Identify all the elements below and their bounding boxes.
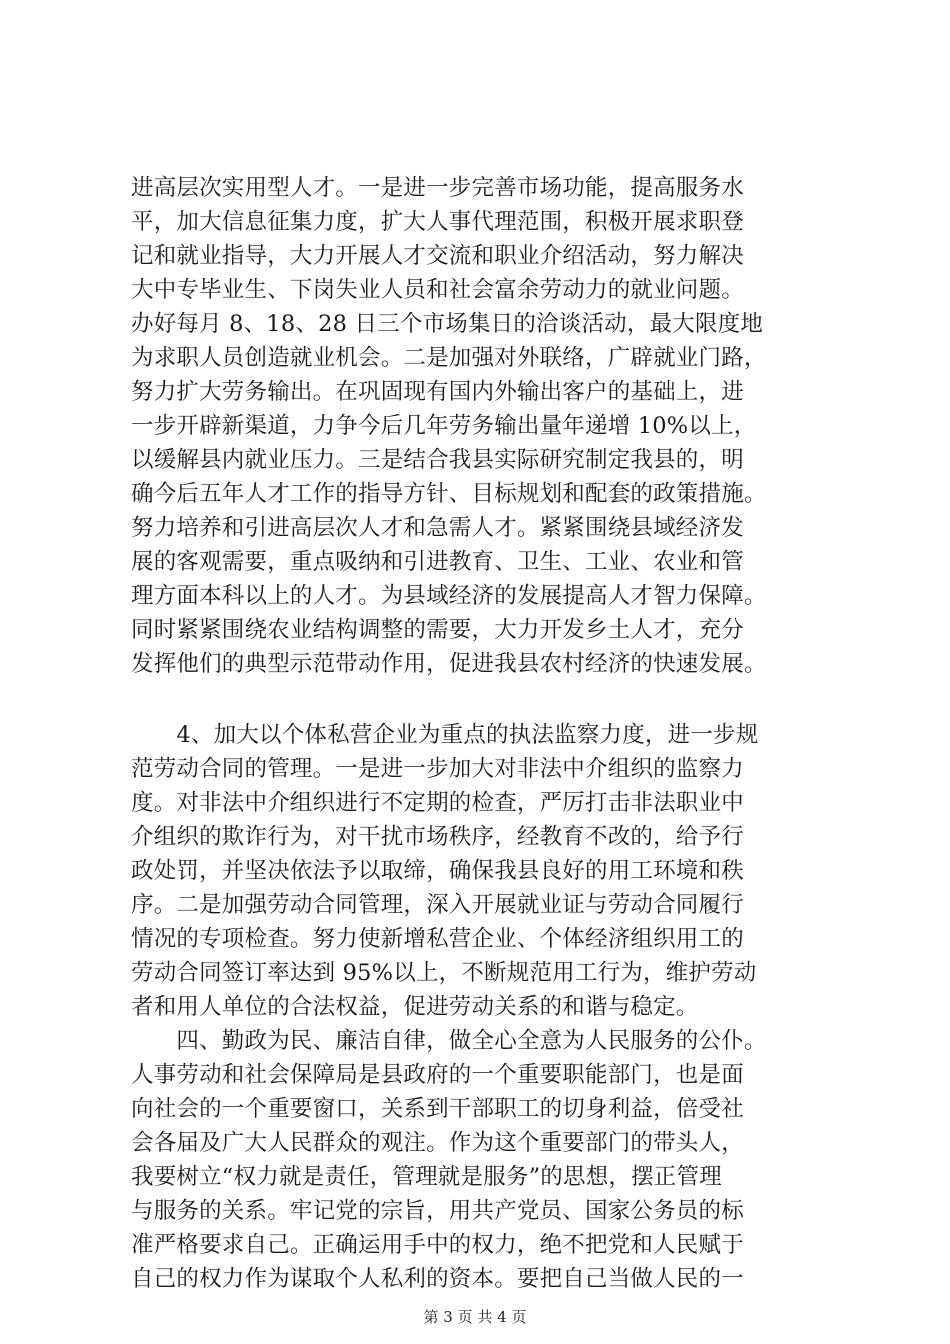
text-line: 以缓解县内就业压力。三是结合我县实际研究制定我县的，明 <box>131 447 744 473</box>
text-line: 努力扩大劳务输出。在巩固现有国内外输出客户的基础上，进 <box>131 379 744 405</box>
text-line: 努力培养和引进高层次人才和急需人才。紧紧围绕县域经济发 <box>131 515 744 541</box>
text-line: 序。二是加强劳动合同管理，深入开展就业证与劳动合同履行 <box>131 892 744 918</box>
text-line: 4、加大以个体私营企业为重点的执法监察力度，进一步规 <box>131 722 759 748</box>
text-line: 介组织的欺诈行为，对干扰市场秩序，经教育不改的，给予行 <box>131 824 744 850</box>
text-line: 大中专毕业生、下岗失业人员和社会富余劳动力的就业问题。 <box>131 277 744 303</box>
text-line: 会各届及广大人民群众的观注。作为这个重要部门的带头人， <box>131 1130 744 1156</box>
text-line: 情况的专项检查。努力使新增私营企业、个体经济组织用工的 <box>131 926 744 952</box>
text-line: 进高层次实用型人才。一是进一步完善市场功能，提高服务水 <box>131 175 744 201</box>
text-line: 发挥他们的典型示范带动作用，促进我县农村经济的快速发展。 <box>131 651 767 677</box>
text-line: 人事劳动和社会保障局是县政府的一个重要职能部门，也是面 <box>131 1062 744 1088</box>
text-line: 劳动合同签订率达到 95%以上，不断规范用工行为，维护劳动 <box>131 960 757 986</box>
text-line: 办好每月 8、18、28 日三个市场集日的洽谈活动，最大限度地 <box>131 311 764 337</box>
text-line: 展的客观需要，重点吸纳和引进教育、卫生、工业、农业和管 <box>131 549 744 575</box>
text-line: 者和用人单位的合法权益，促进劳动关系的和谐与稳定。 <box>131 994 699 1020</box>
text-line: 为求职人员创造就业机会。二是加强对外联络，广辟就业门路， <box>131 345 767 371</box>
text-line: 自己的权力作为谋取个人私利的资本。要把自己当做人民的一 <box>131 1266 744 1292</box>
text-line: 确今后五年人才工作的指导方针、目标规划和配套的政策措施。 <box>131 481 767 507</box>
text-line: 一步开辟新渠道，力争今后几年劳务输出量年递增 10%以上， <box>131 413 757 439</box>
text-line: 同时紧紧围绕农业结构调整的需要，大力开发乡土人才，充分 <box>131 617 744 643</box>
text-line: 度。对非法中介组织进行不定期的检查，严厉打击非法职业中 <box>131 790 744 816</box>
text-line: 政处罚，并坚决依法予以取缔，确保我县良好的用工环境和秩 <box>131 858 744 884</box>
text-line: 范劳动合同的管理。一是进一步加大对非法中介组织的监察力 <box>131 756 744 782</box>
text-line: 四、勤政为民、廉洁自律，做全心全意为人民服务的公仆。 <box>131 1028 767 1054</box>
text-line: 准严格要求自己。正确运用手中的权力，绝不把党和人民赋于 <box>131 1232 744 1258</box>
text-line: 向社会的一个重要窗口，关系到干部职工的切身利益，倍受社 <box>131 1096 744 1122</box>
text-line: 记和就业指导，大力开展人才交流和职业介绍活动，努力解决 <box>131 243 744 269</box>
text-line: 理方面本科以上的人才。为县域经济的发展提高人才智力保障。 <box>131 583 767 609</box>
text-line: 平，加大信息征集力度，扩大人事代理范围，积极开展求职登 <box>131 209 744 235</box>
text-line: 与服务的关系。牢记党的宗旨，用共产党员、国家公务员的标 <box>131 1198 744 1224</box>
page-footer: 第 3 页 共 4 页 <box>423 1308 527 1326</box>
text-line: 我要树立“权力就是责任，管理就是服务”的思想，摆正管理 <box>131 1164 722 1190</box>
